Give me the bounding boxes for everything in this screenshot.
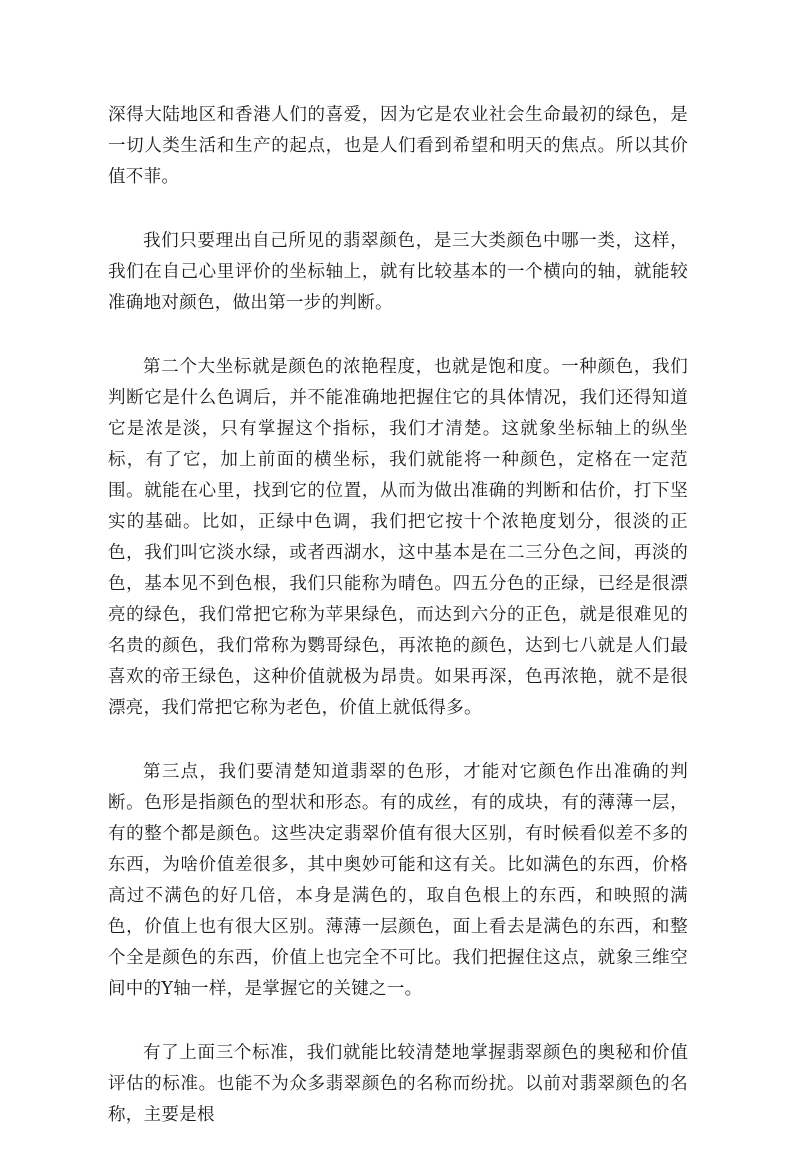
- paragraph-1: 深得大陆地区和香港人们的喜爱，因为它是农业社会生命最初的绿色，是一切人类生活和生产的起点，也是人们看到希望和明天的焦点。所以其价值不菲。: [108, 105, 688, 187]
- paragraph-4: 第三点，我们要清楚知道翡翠的色形，才能对它颜色作出准确的判断。色形是指颜色的型状和形态。有的成丝，有的成块，有的薄薄一层，有的整个都是颜色。这些决定翡翠价值有很大区别，有时候看似差不多的东西，为啥价值差很多，其中奥妙可能和这有关。比如满色的东西，价格高过不满色的好几倍，本身是满色的，取自色根上的东西，和映照的满色，价值上也有很大区别。薄薄一层颜色，面上看去是满色的东西，和整个全是颜色的东西，价值上也完全不可比。我们把握住这点，就象三维空间中的Y轴一样，是掌握它的关键之一。: [108, 762, 688, 999]
- paragraph-3: 第二个大坐标就是颜色的浓艳程度，也就是饱和度。一种颜色，我们判断它是什么色调后，并不能准确地把握住它的具体情况，我们还得知道它是浓是淡，只有掌握这个指标，我们才清楚。这就象坐标轴上的纵坐标，有了它，加上前面的横坐标，我们就能将一种颜色，定格在一定范围。就能在心里，找到它的位置，从而为做出准确的判断和估价，打下坚实的基础。比如，正绿中色调，我们把它按十个浓艳度划分，很淡的正色，我们叫它淡水绿，或者西湖水，这中基本是在二三分色之间，再淡的色，基本见不到色根，我们只能称为晴色。四五分色的正绿，已经是很漂亮的绿色，我们常把它称为苹果绿色，而达到六分的正色，就是很难见的名贵的颜色，我们常称为鹦哥绿色，再浓艳的颜色，达到七八就是人们最喜欢的帝王绿色，这种价值就极为昂贵。如果再深，色再浓艳，就不是很漂亮，我们常把它称为老色，价值上就低得多。: [108, 357, 688, 718]
- paragraph-2: 我们只要理出自己所见的翡翠颜色，是三大类颜色中哪一类，这样，我们在自己心里评价的坐标轴上，就有比较基本的一个横向的轴，就能较准确地对颜色，做出第一步的判断。: [108, 231, 688, 313]
- document-page: [108, 100, 688, 1164]
- paragraph-5: 有了上面三个标准，我们就能比较清楚地掌握翡翠颜色的奥秘和价值评估的标准。也能不为众多翡翠颜色的名称而纷扰。以前对翡翠颜色的名称，主要是根: [108, 1043, 688, 1125]
